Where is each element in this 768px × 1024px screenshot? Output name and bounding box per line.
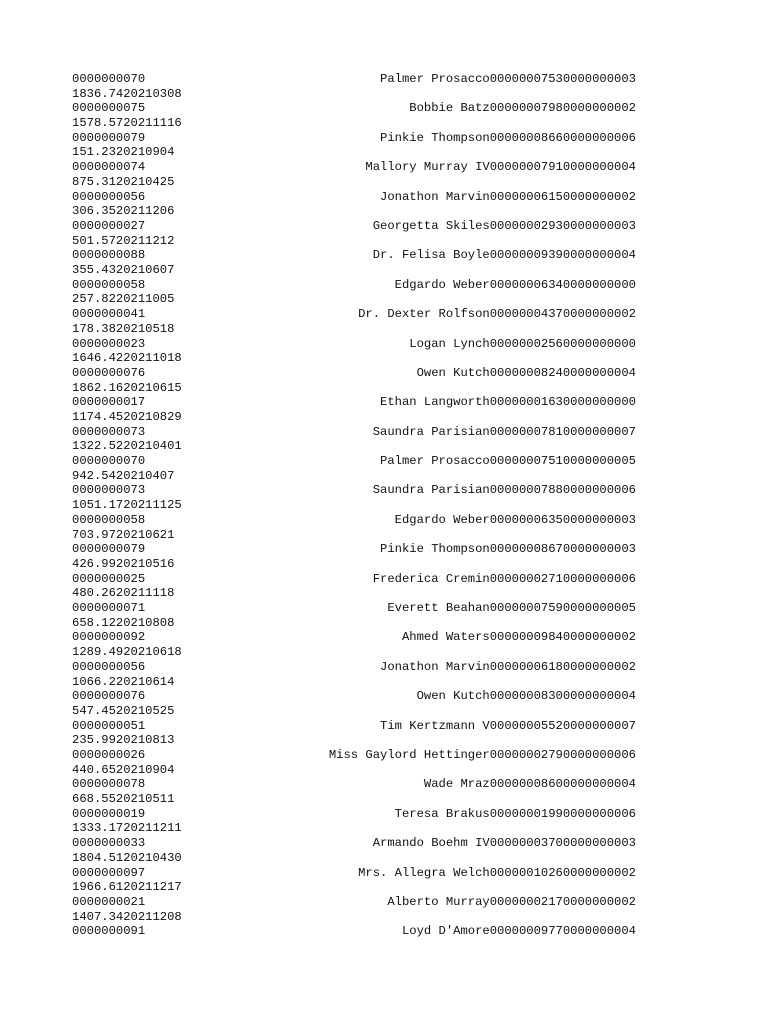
record-id: 0000000058 <box>72 512 146 527</box>
record-name-code: Ethan Langworth00000001630000000000 <box>380 395 636 410</box>
record-name-code: Saundra Parisian00000007880000000006 <box>372 483 636 498</box>
record <box>72 660 636 689</box>
record-id: 0000000079 <box>72 130 146 145</box>
record <box>72 454 636 483</box>
record <box>72 248 636 277</box>
record-id: 0000000023 <box>72 336 146 351</box>
record-name-code: Tim Kertzmann V00000005520000000007 <box>380 718 636 733</box>
record-name-code: Ahmed Waters00000009840000000002 <box>401 630 636 645</box>
record-id: 0000000078 <box>72 777 146 792</box>
record-id: 0000000021 <box>72 894 146 909</box>
record-amount-date: 1289.4920210618 <box>72 645 182 660</box>
record-id: 0000000074 <box>72 160 146 175</box>
record <box>72 748 636 777</box>
record-name-code: Saundra Parisian00000007810000000007 <box>372 424 636 439</box>
record-amount-date: 1646.4220211018 <box>72 351 182 366</box>
record-amount-date: 1051.1720211125 <box>72 498 182 513</box>
record <box>72 190 636 219</box>
record-name-code: Wade Mraz00000008600000000004 <box>423 777 636 792</box>
record <box>72 630 636 659</box>
record-name-code: Frederica Cremin00000002710000000006 <box>372 571 636 586</box>
record-id: 0000000079 <box>72 542 146 557</box>
record-amount-date: 658.1220210808 <box>72 615 175 630</box>
record-amount-date: 151.2320210904 <box>72 145 175 160</box>
record <box>72 131 636 160</box>
record-id: 0000000076 <box>72 365 146 380</box>
record-id: 0000000033 <box>72 836 146 851</box>
record-amount-date: 355.4320210607 <box>72 263 175 278</box>
record-amount-date: 1333.1720211211 <box>72 821 182 836</box>
record <box>72 219 636 248</box>
record-name-code: Alberto Murray00000002170000000002 <box>387 894 636 909</box>
record <box>72 689 636 718</box>
record <box>72 307 636 336</box>
record-name-code: Mallory Murray IV00000007910000000004 <box>365 160 636 175</box>
record-id: 0000000058 <box>72 277 146 292</box>
record-id: 0000000056 <box>72 659 146 674</box>
record-name-code: Owen Kutch00000008300000000004 <box>416 689 636 704</box>
record <box>72 601 636 630</box>
record-id: 0000000073 <box>72 483 146 498</box>
record-name-code: Palmer Prosacco00000007510000000005 <box>380 454 636 469</box>
record <box>72 337 636 366</box>
record-amount-date: 440.6520210904 <box>72 762 175 777</box>
record-id: 0000000025 <box>72 571 146 586</box>
records-listing <box>72 72 636 954</box>
record-name-code: Logan Lynch00000002560000000000 <box>409 336 636 351</box>
record-name-code: Everett Beahan00000007590000000005 <box>387 601 636 616</box>
record-name-code: Miss Gaylord Hettinger00000002790000000006 <box>328 747 636 762</box>
record-amount-date: 1578.5720211116 <box>72 116 182 131</box>
record-name-code: Jonathon Marvin00000006150000000002 <box>380 189 636 204</box>
record-name-code: Edgardo Weber00000006340000000000 <box>394 277 636 292</box>
record-amount-date: 1174.4520210829 <box>72 409 182 424</box>
record-id: 0000000041 <box>72 307 146 322</box>
record-amount-date: 235.9920210813 <box>72 733 175 748</box>
record <box>72 72 636 101</box>
record-amount-date: 178.3820210518 <box>72 321 175 336</box>
record-amount-date: 1322.5220210401 <box>72 439 182 454</box>
record <box>72 101 636 130</box>
record <box>72 895 636 924</box>
record-name-code: Pinkie Thompson00000008660000000006 <box>380 130 636 145</box>
record-amount-date: 480.2620211118 <box>72 586 175 601</box>
record-name-code: Dr. Dexter Rolfson00000004370000000002 <box>358 307 636 322</box>
record-amount-date: 1407.3420211208 <box>72 909 182 924</box>
record-id: 0000000091 <box>72 924 146 939</box>
record-amount-date <box>72 939 636 954</box>
record-amount-date: 703.9720210621 <box>72 527 175 542</box>
record-amount-date: 1862.1620210615 <box>72 380 182 395</box>
record-name-code: Mrs. Allegra Welch00000010260000000002 <box>358 865 636 880</box>
record <box>72 395 636 424</box>
record-id: 0000000097 <box>72 865 146 880</box>
record <box>72 836 636 865</box>
record <box>72 924 636 953</box>
record-amount-date: 1066.220210614 <box>72 674 175 689</box>
record-name-code: Armando Boehm IV00000003700000000003 <box>372 836 636 851</box>
record-name-code: Dr. Felisa Boyle00000009390000000004 <box>372 248 636 263</box>
record-amount-date: 306.3520211206 <box>72 204 175 219</box>
record <box>72 366 636 395</box>
record <box>72 719 636 748</box>
record <box>72 542 636 571</box>
record-id: 0000000070 <box>72 72 146 86</box>
record-name-code: Palmer Prosacco00000007530000000003 <box>380 72 636 86</box>
record <box>72 866 636 895</box>
record-id: 0000000051 <box>72 718 146 733</box>
record <box>72 777 636 806</box>
record-name-code: Bobbie Batz00000007980000000002 <box>409 101 636 116</box>
record-id: 0000000019 <box>72 806 146 821</box>
record-amount-date: 1804.5120210430 <box>72 850 182 865</box>
record <box>72 807 636 836</box>
record-id: 0000000075 <box>72 101 146 116</box>
record-id: 0000000056 <box>72 189 146 204</box>
record <box>72 483 636 512</box>
record-id: 0000000026 <box>72 747 146 762</box>
record-name-code: Pinkie Thompson00000008670000000003 <box>380 542 636 557</box>
record-amount-date: 257.8220211005 <box>72 292 175 307</box>
record-id: 0000000071 <box>72 601 146 616</box>
record-amount-date: 1966.6120211217 <box>72 880 182 895</box>
record-amount-date: 547.4520210525 <box>72 703 175 718</box>
record-name-code: Owen Kutch00000008240000000004 <box>416 365 636 380</box>
record-id: 0000000070 <box>72 454 146 469</box>
record-amount-date: 501.5720211212 <box>72 233 175 248</box>
record-id: 0000000017 <box>72 395 146 410</box>
record-name-code: Jonathon Marvin00000006180000000002 <box>380 659 636 674</box>
record-name-code: Georgetta Skiles00000002930000000003 <box>372 218 636 233</box>
record-id: 0000000073 <box>72 424 146 439</box>
record-amount-date: 875.3120210425 <box>72 174 175 189</box>
record-id: 0000000027 <box>72 218 146 233</box>
record <box>72 425 636 454</box>
record-id: 0000000092 <box>72 630 146 645</box>
record-amount-date: 668.5520210511 <box>72 792 175 807</box>
record-name-code: Teresa Brakus00000001990000000006 <box>394 806 636 821</box>
record-name-code: Loyd D'Amore00000009770000000004 <box>401 924 636 939</box>
record <box>72 513 636 542</box>
record-amount-date: 1836.7420210308 <box>72 86 182 101</box>
record-id: 0000000076 <box>72 689 146 704</box>
record <box>72 572 636 601</box>
record-amount-date: 942.5420210407 <box>72 468 175 483</box>
record <box>72 278 636 307</box>
record-name-code: Edgardo Weber00000006350000000003 <box>394 512 636 527</box>
record-id: 0000000088 <box>72 248 146 263</box>
record-amount-date: 426.9920210516 <box>72 556 175 571</box>
record <box>72 160 636 189</box>
